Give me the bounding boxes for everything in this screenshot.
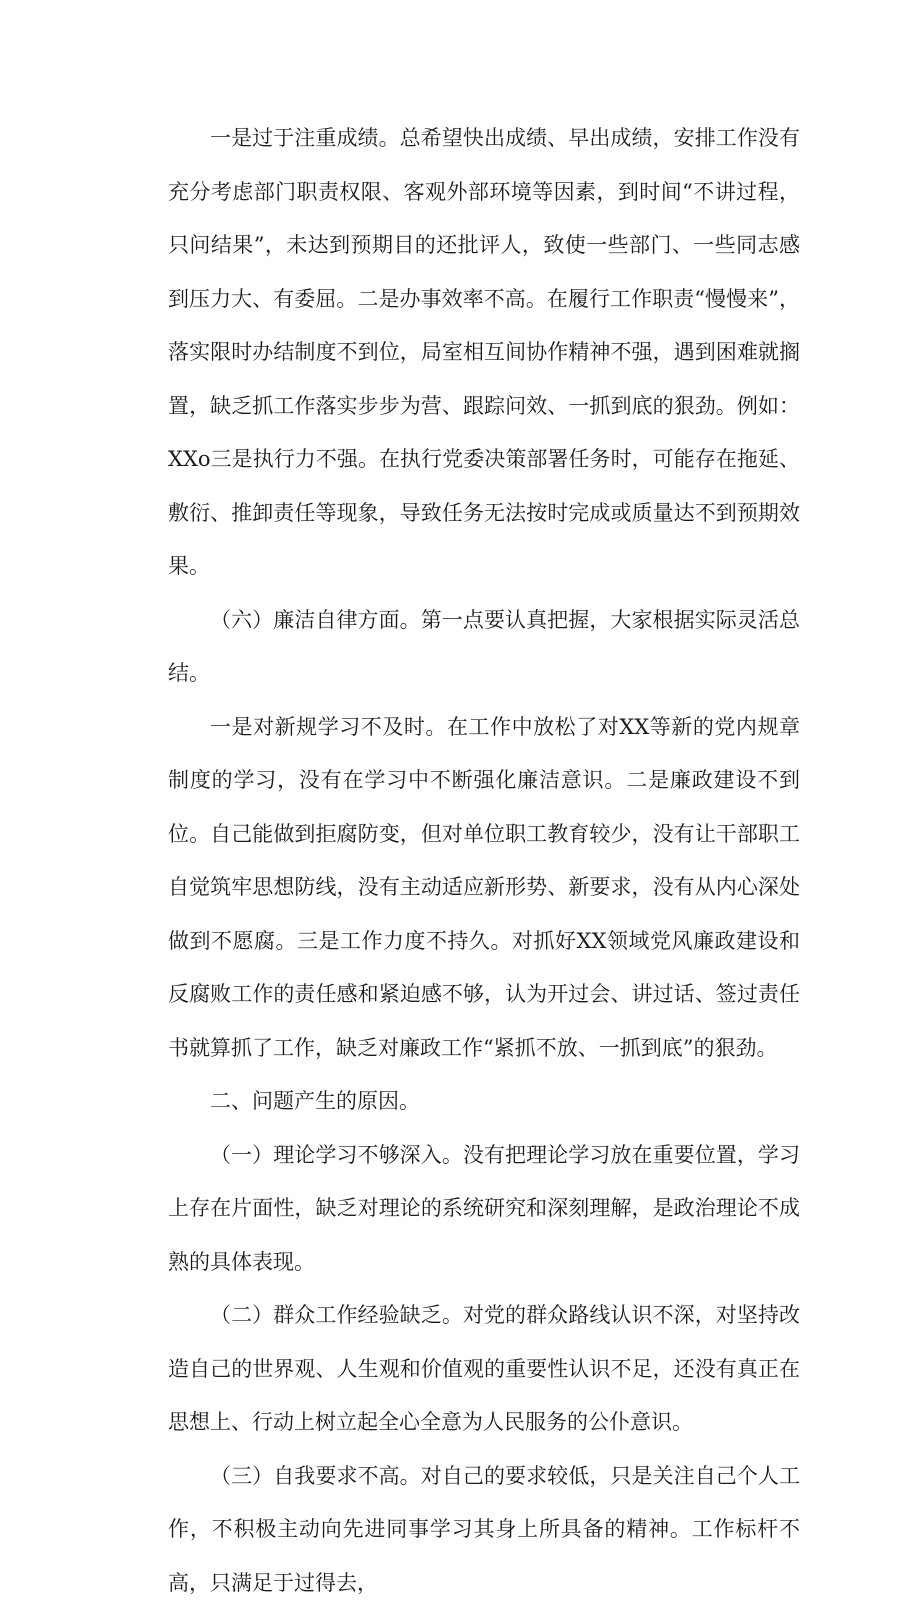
paragraph-work-style: 一是过于注重成绩。总希望快出成绩、早出成绩，安排工作没有充分考虑部门职责权限、客观外部环境等因素，到时间“不讲过程，只问结果”，未达到预期目的还批评人，致使一些部门、一些同志感到压力大、有委屈。二是办事效率不高。在履行工作职责“慢慢来”，落实限时办结制度不到位，局室相互间协作精神不强，遇到困难就搁置，缺乏抓工作落实步步为营、跟踪问效、一抓到底的狠劲。例如：XXo三是执行力不强。在执行党委决策部署任务时，可能存在拖延、敷衍、推卸责任等现象，导致任务无法按时完成或质量达不到预期效果。 — [168, 112, 800, 594]
paragraph-integrity-heading: （六）廉洁自律方面。第一点要认真把握，大家根据实际灵活总结。 — [168, 594, 800, 701]
paragraph-integrity-issues: 一是对新规学习不及时。在工作中放松了对XX等新的党内规章制度的学习，没有在学习中不断强化廉洁意识。二是廉政建设不到位。自己能做到拒腐防变，但对单位职工教育较少，没有让干部职工自觉筑牢思想防线，没有主动适应新形势、新要求，没有从内心深处做到不愿腐。三是工作力度不持久。对抓好XX领域党风廉政建设和反腐败工作的责任感和紧迫感不够，认为开过会、讲过话、签过责任书就算抓了工作，缺乏对廉政工作“紧抓不放、一抓到底”的狠劲。 — [168, 701, 800, 1076]
document-body — [168, 112, 800, 1610]
paragraph-cause-self-requirement: （三）自我要求不高。对自己的要求较低，只是关注自己个人工作，不积极主动向先进同事学习其身上所具备的精神。工作标杆不高，只满足于过得去， — [168, 1450, 800, 1610]
section-heading-causes: 二、问题产生的原因。 — [168, 1075, 800, 1129]
paragraph-cause-mass-work: （二）群众工作经验缺乏。对党的群众路线认识不深，对坚持改造自己的世界观、人生观和价值观的重要性认识不足，还没有真正在思想上、行动上树立起全心全意为人民服务的公仆意识。 — [168, 1289, 800, 1450]
paragraph-cause-theory: （一）理论学习不够深入。没有把理论学习放在重要位置，学习上存在片面性，缺乏对理论的系统研究和深刻理解，是政治理论不成熟的具体表现。 — [168, 1129, 800, 1290]
